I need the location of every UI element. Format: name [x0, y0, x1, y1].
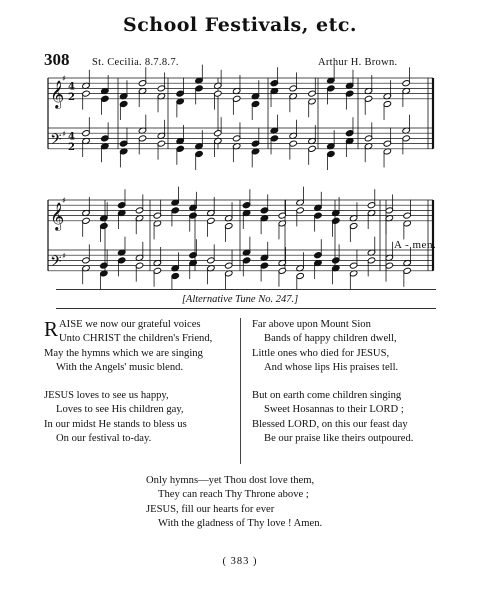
verse-line: Bands of happy children dwell, — [264, 333, 397, 345]
tune-meter: 8.7.8.7. — [144, 57, 179, 68]
verse-line: JESUS, fill our hearts for ever — [146, 503, 275, 515]
time-signature: 4 — [68, 81, 75, 93]
sharp-icon: ♯ — [62, 196, 66, 206]
verse-line: Sweet Hosannas to their LORD ; — [264, 404, 404, 416]
treble-clef-icon: 𝄞 — [50, 79, 65, 108]
hymn-number: 308 — [44, 50, 70, 69]
sharp-icon: ♯ — [62, 129, 66, 139]
page-heading: School Festivals, etc. — [122, 14, 358, 36]
verse-4 — [252, 389, 413, 446]
verse-line: They can reach Thy Throne above ; — [158, 489, 309, 501]
verse-line: In our midst He stands to bless us — [44, 418, 187, 430]
verse-line: And whose lips His praises tell. — [264, 361, 399, 373]
verse-line: On our festival to-day. — [56, 432, 152, 444]
verse-line: Loves to see His children gay, — [56, 404, 184, 416]
verse-2 — [44, 389, 187, 446]
verse-5 — [146, 474, 322, 531]
verse-line: With the Angels' music blend. — [56, 361, 184, 373]
verse-3 — [252, 318, 398, 375]
divider-rule — [56, 289, 436, 290]
sharp-icon: ♯ — [62, 74, 66, 84]
verse-line: Little ones who died for JESUS, — [252, 347, 390, 359]
verse-line: But on earth come children singing — [252, 390, 402, 401]
verse-line: With the gladness of Thy love ! Amen. — [158, 517, 323, 529]
tune-title: St. Cecilia. — [92, 57, 142, 68]
verse-line: Blessed LORD, on this our feast day — [252, 418, 408, 430]
verse-line: Only hymns—yet Thou dost love them, — [146, 475, 315, 486]
time-signature: 4 — [68, 131, 75, 143]
time-signature: 2 — [68, 141, 75, 153]
composer-name: Arthur H. Brown. — [318, 57, 398, 68]
verse-line: JESUS loves to see us happy, — [44, 390, 169, 401]
column-divider — [240, 318, 241, 464]
bass-clef-icon: 𝄢 — [50, 252, 62, 274]
verse-1 — [44, 317, 213, 375]
divider-rule — [56, 308, 436, 309]
verse-line: Unto CHRIST the children's Friend, — [59, 333, 213, 345]
alternative-tune-note: [Alternative Tune No. 247.] — [181, 294, 299, 305]
verse-line: Far above upon Mount Sion — [252, 319, 371, 330]
treble-clef-icon: 𝄞 — [50, 201, 65, 230]
verse-line: May the hymns which we are singing — [44, 347, 203, 359]
time-signature: 2 — [68, 91, 75, 103]
verse-line: Be our praise like theirs outpoured. — [264, 432, 414, 444]
bass-clef-icon: 𝄢 — [50, 130, 62, 152]
amen-label: A - men. — [394, 239, 437, 251]
verse-line-rest: AISE we now our grateful voices — [59, 319, 201, 330]
page-number: ( 383 ) — [222, 556, 258, 567]
drop-cap: R — [44, 317, 59, 341]
sharp-icon: ♯ — [62, 251, 66, 261]
